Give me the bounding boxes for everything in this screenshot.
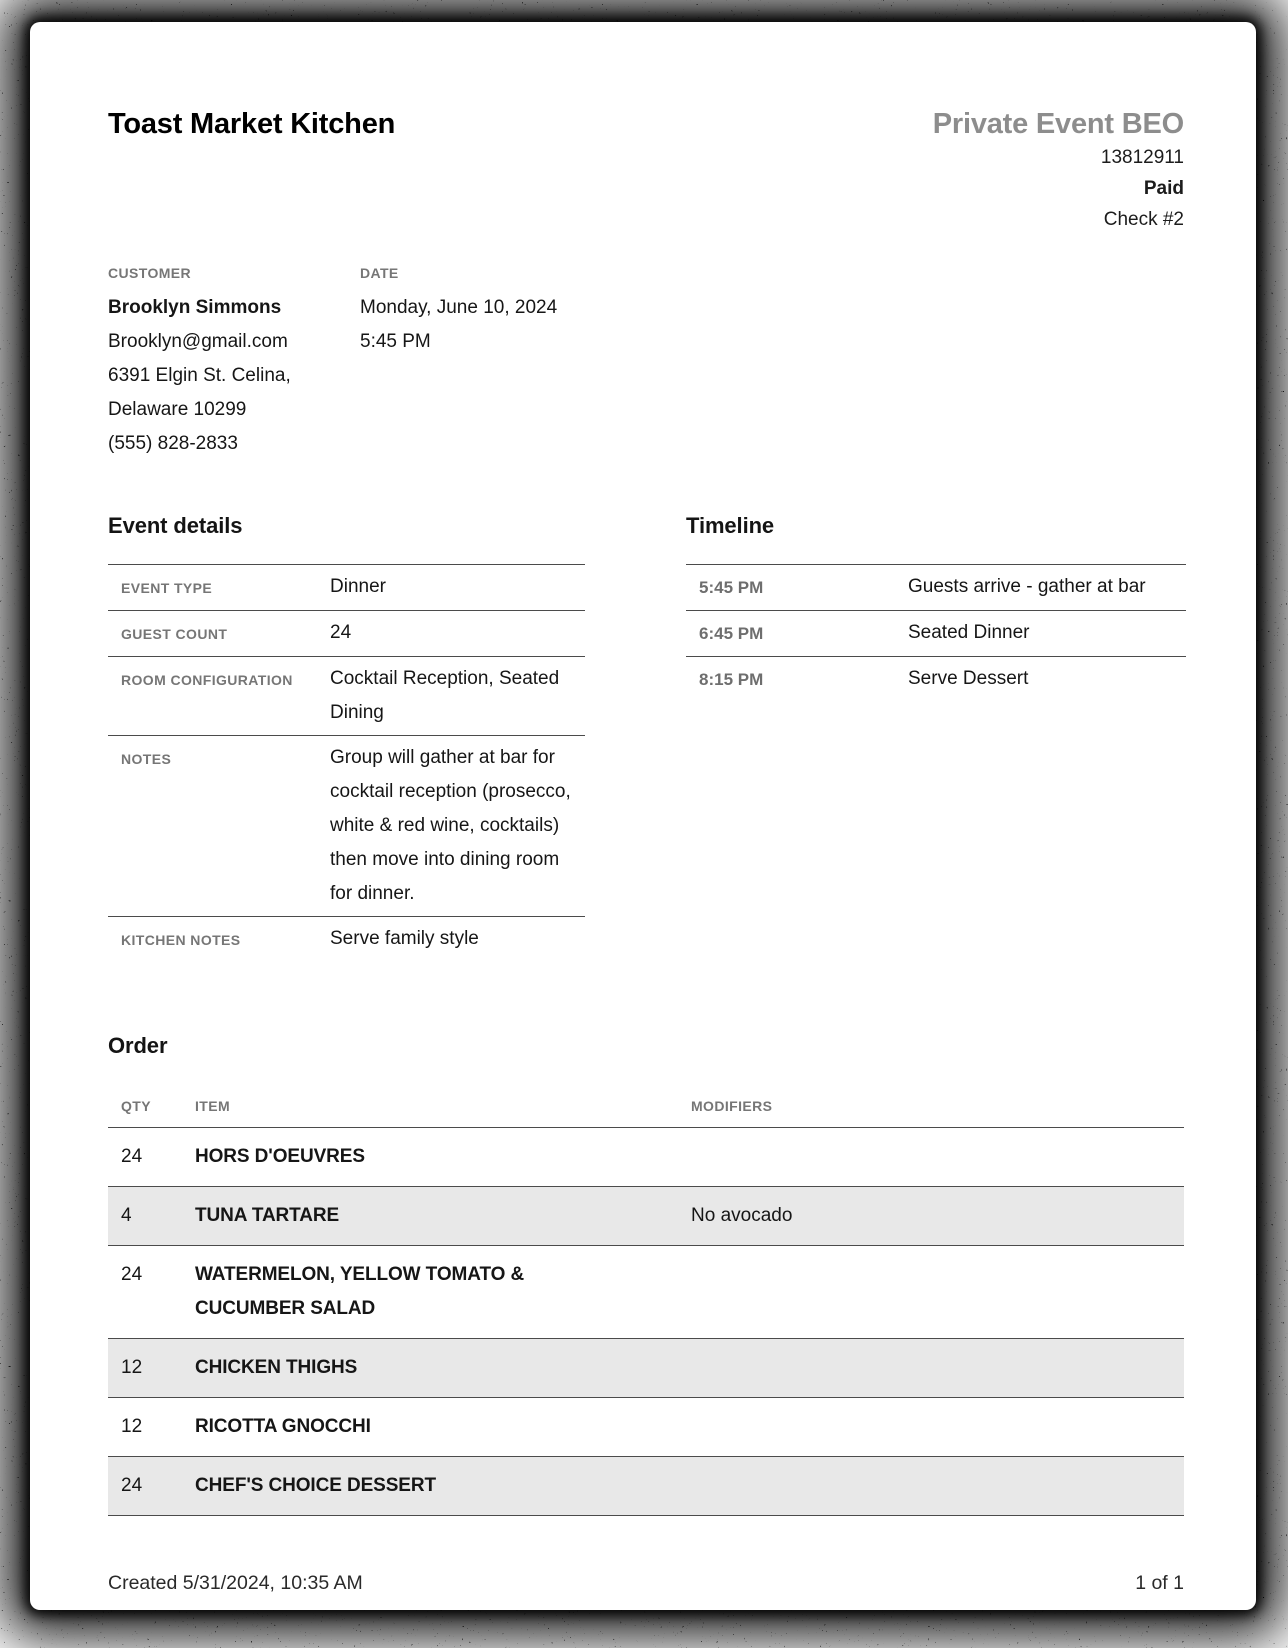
detail-value: 24 [330, 622, 352, 643]
detail-row [108, 735, 585, 916]
order-section [108, 1032, 1184, 1516]
order-row [108, 1246, 1184, 1339]
order-modifiers [691, 1351, 1184, 1385]
footer-page-number: 1 of 1 [1135, 1572, 1184, 1594]
timeline-row [686, 610, 1186, 656]
detail-label: NOTES [121, 751, 172, 767]
item-column-header: ITEM [195, 1098, 231, 1114]
timeline-time: 6:45 PM [699, 624, 764, 643]
modifiers-column-header: MODIFIERS [691, 1098, 773, 1114]
event-details-table [108, 564, 585, 962]
customer-date-section [108, 261, 1184, 461]
payment-status-badge: Paid [1143, 178, 1184, 199]
restaurant-name: Toast Market Kitchen [108, 108, 396, 140]
order-qty: 24 [121, 1264, 143, 1285]
doc-title: Private Event BEO [932, 108, 1184, 140]
document-header [108, 106, 1184, 235]
detail-label: KITCHEN NOTES [121, 932, 241, 948]
order-qty: 12 [121, 1416, 143, 1437]
customer-phone: (555) 828-2833 [108, 433, 238, 454]
order-table-header [108, 1084, 1184, 1128]
order-item: CHEF'S CHOICE DESSERT [195, 1475, 437, 1496]
timeline-time: 5:45 PM [699, 578, 764, 597]
check-number: Check #2 [1103, 209, 1184, 230]
details-section [108, 512, 1184, 962]
order-modifiers [691, 1410, 1184, 1444]
order-qty: 12 [121, 1357, 143, 1378]
detail-row [108, 610, 585, 656]
detail-value: Serve family style [330, 928, 479, 949]
order-item: CHICKEN THIGHS [195, 1357, 358, 1378]
detail-row [108, 656, 585, 735]
customer-block [108, 261, 360, 461]
detail-label: ROOM CONFIGURATION [121, 672, 293, 688]
detail-row [108, 564, 585, 610]
detail-row [108, 916, 585, 962]
document-footer [108, 1572, 1184, 1595]
event-details-block [108, 512, 585, 962]
detail-value: Cocktail Reception, Seated Dining [330, 668, 560, 723]
order-number: 13812911 [1100, 147, 1184, 168]
timeline-table [686, 564, 1186, 702]
footer-created-timestamp: Created 5/31/2024, 10:35 AM [108, 1572, 363, 1594]
detail-value: Dinner [330, 576, 386, 597]
date-block [360, 261, 557, 461]
customer-address-line2: Delaware 10299 [108, 399, 247, 420]
event-date: Monday, June 10, 2024 [360, 297, 558, 318]
order-qty: 24 [121, 1146, 143, 1167]
timeline-activity: Guests arrive - gather at bar [908, 576, 1146, 597]
customer-email: Brooklyn@gmail.com [108, 331, 288, 352]
customer-name: Brooklyn Simmons [108, 297, 282, 318]
order-item: WATERMELON, YELLOW TOMATO & CUCUMBER SALAD [195, 1264, 525, 1319]
timeline-row [686, 656, 1186, 702]
date-label: DATE [360, 265, 399, 281]
order-row [108, 1398, 1184, 1457]
order-modifiers [691, 1469, 1184, 1503]
order-row [108, 1187, 1184, 1246]
detail-label: GUEST COUNT [121, 626, 228, 642]
timeline-block [686, 512, 1186, 962]
order-row [108, 1128, 1184, 1187]
order-item: TUNA TARTARE [195, 1205, 340, 1226]
order-qty: 4 [121, 1205, 132, 1226]
timeline-activity: Seated Dinner [908, 622, 1030, 643]
order-row [108, 1339, 1184, 1398]
order-modifiers [691, 1140, 1184, 1174]
timeline-row [686, 564, 1186, 610]
document-meta [933, 106, 1184, 235]
order-item: HORS D'OEUVRES [195, 1146, 365, 1167]
order-row [108, 1457, 1184, 1516]
event-details-heading: Event details [108, 513, 243, 538]
detail-label: EVENT TYPE [121, 580, 213, 596]
qty-column-header: QTY [121, 1098, 151, 1114]
document-page [30, 22, 1256, 1610]
detail-value: Group will gather at bar for cocktail reception (prosecco, white & red wine, cocktails) then move into dining room for dinner. [330, 747, 571, 904]
timeline-heading: Timeline [686, 513, 775, 538]
timeline-time: 8:15 PM [699, 670, 764, 689]
event-time: 5:45 PM [360, 331, 431, 352]
order-modifiers: No avocado [691, 1205, 793, 1226]
order-modifiers [691, 1258, 1184, 1326]
order-item: RICOTTA GNOCCHI [195, 1416, 371, 1437]
order-table [108, 1084, 1184, 1516]
order-heading: Order [108, 1033, 168, 1058]
customer-address-line1: 6391 Elgin St. Celina, [108, 365, 291, 386]
timeline-activity: Serve Dessert [908, 668, 1029, 689]
order-qty: 24 [121, 1475, 143, 1496]
customer-label: CUSTOMER [108, 265, 192, 281]
